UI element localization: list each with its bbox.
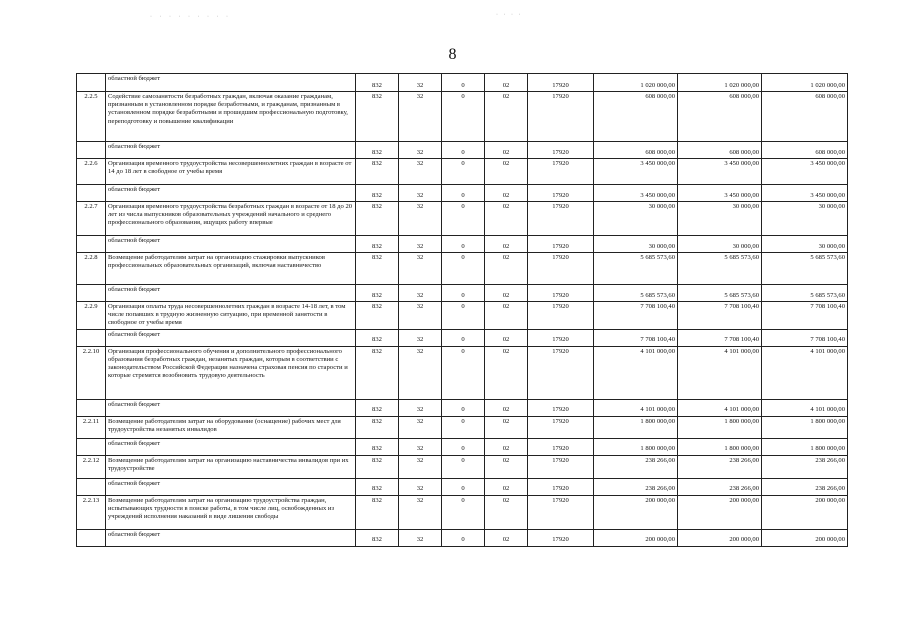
table-row-budget [77, 74, 848, 92]
code-column-3-cell: 0 [442, 142, 485, 159]
item-description-cell: областной бюджет [106, 529, 356, 546]
item-code-cell [77, 529, 106, 546]
budget-table [76, 73, 848, 547]
amount-year-2-cell: 4 101 000,00 [678, 399, 762, 416]
code-column-1-cell: 832 [356, 478, 399, 495]
amount-year-1-cell: 30 000,00 [594, 236, 678, 253]
code-column-5-cell: 17920 [528, 185, 594, 202]
amount-year-2-cell: 1 800 000,00 [678, 416, 762, 438]
code-column-2-cell: 32 [399, 478, 442, 495]
table-row-item [77, 253, 848, 285]
amount-year-3-cell: 1 800 000,00 [762, 438, 848, 455]
item-code-cell [77, 478, 106, 495]
code-column-3-cell: 0 [442, 495, 485, 529]
amount-year-3-cell: 1 800 000,00 [762, 416, 848, 438]
code-column-5-cell: 17920 [528, 329, 594, 346]
code-column-3-cell: 0 [442, 416, 485, 438]
item-description-cell: Содействие самозанятости безработных граждан, включая оказание гражданам, признанным в установленном порядке безработными, и гражданам, признанным в установленном порядке безработными и прошедшим профессиональную подготовку, переподготовку и повышение квалификации [106, 92, 356, 142]
amount-year-1-cell: 3 450 000,00 [594, 159, 678, 185]
amount-year-2-cell: 3 450 000,00 [678, 159, 762, 185]
code-column-4-cell: 02 [485, 346, 528, 399]
item-code-cell: 2.2.6 [77, 159, 106, 185]
item-description-cell: Организация профессионального обучения и дополнительного профессионального образования безработных граждан, незанятых граждан, которым в соответствии с законодательством Российской Федерации назначена страховая пенсия по старости и которые стремятся возобновить трудовую деятельность [106, 346, 356, 399]
item-code-cell [77, 285, 106, 302]
code-column-2-cell: 32 [399, 495, 442, 529]
item-description-cell: Организация оплаты труда несовершеннолетних граждан в возрасте 14-18 лет, в том числе попавших в трудную жизненную ситуацию, при временной занятости в свободное от учебы время [106, 302, 356, 330]
code-column-3-cell: 0 [442, 202, 485, 236]
code-column-4-cell: 02 [485, 142, 528, 159]
amount-year-3-cell: 3 450 000,00 [762, 185, 848, 202]
code-column-5-cell: 17920 [528, 285, 594, 302]
code-column-1-cell: 832 [356, 285, 399, 302]
code-column-2-cell: 32 [399, 185, 442, 202]
code-column-1-cell: 832 [356, 399, 399, 416]
code-column-1-cell: 832 [356, 346, 399, 399]
code-column-4-cell: 02 [485, 159, 528, 185]
code-column-2-cell: 32 [399, 159, 442, 185]
amount-year-3-cell: 5 685 573,60 [762, 285, 848, 302]
amount-year-2-cell: 200 000,00 [678, 529, 762, 546]
code-column-5-cell: 17920 [528, 399, 594, 416]
amount-year-1-cell: 7 708 100,40 [594, 329, 678, 346]
scan-speck-marks: · · · · [496, 12, 523, 18]
code-column-1-cell: 832 [356, 236, 399, 253]
amount-year-2-cell: 5 685 573,60 [678, 253, 762, 285]
code-column-5-cell: 17920 [528, 92, 594, 142]
item-description-cell: областной бюджет [106, 329, 356, 346]
code-column-1-cell: 832 [356, 253, 399, 285]
code-column-4-cell: 02 [485, 478, 528, 495]
table-row-item [77, 159, 848, 185]
code-column-2-cell: 32 [399, 202, 442, 236]
amount-year-1-cell: 1 020 000,00 [594, 74, 678, 92]
table-row-budget [77, 185, 848, 202]
code-column-4-cell: 02 [485, 455, 528, 478]
code-column-4-cell: 02 [485, 495, 528, 529]
code-column-4-cell: 02 [485, 236, 528, 253]
item-code-cell: 2.2.8 [77, 253, 106, 285]
amount-year-1-cell: 5 685 573,60 [594, 253, 678, 285]
amount-year-3-cell: 200 000,00 [762, 495, 848, 529]
item-description-cell: областной бюджет [106, 185, 356, 202]
amount-year-1-cell: 4 101 000,00 [594, 346, 678, 399]
code-column-1-cell: 832 [356, 302, 399, 330]
amount-year-2-cell: 7 708 100,40 [678, 302, 762, 330]
amount-year-3-cell: 7 708 100,40 [762, 329, 848, 346]
code-column-3-cell: 0 [442, 399, 485, 416]
code-column-5-cell: 17920 [528, 159, 594, 185]
amount-year-2-cell: 238 266,00 [678, 455, 762, 478]
code-column-5-cell: 17920 [528, 302, 594, 330]
amount-year-3-cell: 4 101 000,00 [762, 399, 848, 416]
amount-year-3-cell: 3 450 000,00 [762, 159, 848, 185]
code-column-1-cell: 832 [356, 142, 399, 159]
code-column-3-cell: 0 [442, 478, 485, 495]
amount-year-3-cell: 608 000,00 [762, 92, 848, 142]
amount-year-1-cell: 608 000,00 [594, 92, 678, 142]
code-column-2-cell: 32 [399, 142, 442, 159]
amount-year-1-cell: 238 266,00 [594, 478, 678, 495]
amount-year-2-cell: 608 000,00 [678, 142, 762, 159]
code-column-1-cell: 832 [356, 185, 399, 202]
amount-year-3-cell: 238 266,00 [762, 455, 848, 478]
amount-year-1-cell: 4 101 000,00 [594, 399, 678, 416]
amount-year-2-cell: 5 685 573,60 [678, 285, 762, 302]
code-column-2-cell: 32 [399, 438, 442, 455]
code-column-5-cell: 17920 [528, 438, 594, 455]
amount-year-1-cell: 1 800 000,00 [594, 438, 678, 455]
amount-year-1-cell: 200 000,00 [594, 529, 678, 546]
amount-year-1-cell: 3 450 000,00 [594, 185, 678, 202]
code-column-2-cell: 32 [399, 329, 442, 346]
amount-year-2-cell: 4 101 000,00 [678, 346, 762, 399]
code-column-4-cell: 02 [485, 185, 528, 202]
item-code-cell: 2.2.13 [77, 495, 106, 529]
code-column-3-cell: 0 [442, 185, 485, 202]
code-column-2-cell: 32 [399, 236, 442, 253]
code-column-5-cell: 17920 [528, 495, 594, 529]
code-column-2-cell: 32 [399, 253, 442, 285]
item-description-cell: областной бюджет [106, 478, 356, 495]
amount-year-2-cell: 238 266,00 [678, 478, 762, 495]
code-column-5-cell: 17920 [528, 253, 594, 285]
amount-year-3-cell: 30 000,00 [762, 202, 848, 236]
table-row-item [77, 92, 848, 142]
code-column-4-cell: 02 [485, 253, 528, 285]
item-code-cell [77, 185, 106, 202]
code-column-3-cell: 0 [442, 455, 485, 478]
scan-speck-marks: · · · · · · · · · [150, 14, 231, 20]
item-code-cell: 2.2.7 [77, 202, 106, 236]
code-column-4-cell: 02 [485, 529, 528, 546]
item-code-cell: 2.2.11 [77, 416, 106, 438]
item-code-cell [77, 236, 106, 253]
item-code-cell [77, 142, 106, 159]
table-body [77, 74, 848, 547]
amount-year-1-cell: 30 000,00 [594, 202, 678, 236]
code-column-4-cell: 02 [485, 302, 528, 330]
item-description-cell: областной бюджет [106, 74, 356, 92]
item-description-cell: областной бюджет [106, 236, 356, 253]
amount-year-3-cell: 5 685 573,60 [762, 253, 848, 285]
table-row-budget [77, 142, 848, 159]
amount-year-2-cell: 608 000,00 [678, 92, 762, 142]
code-column-4-cell: 02 [485, 329, 528, 346]
code-column-4-cell: 02 [485, 92, 528, 142]
code-column-5-cell: 17920 [528, 74, 594, 92]
amount-year-3-cell: 4 101 000,00 [762, 346, 848, 399]
amount-year-2-cell: 3 450 000,00 [678, 185, 762, 202]
amount-year-1-cell: 238 266,00 [594, 455, 678, 478]
amount-year-1-cell: 5 685 573,60 [594, 285, 678, 302]
table-row-item [77, 202, 848, 236]
table-row-item [77, 455, 848, 478]
code-column-2-cell: 32 [399, 74, 442, 92]
code-column-5-cell: 17920 [528, 478, 594, 495]
code-column-3-cell: 0 [442, 74, 485, 92]
item-description-cell: областной бюджет [106, 285, 356, 302]
item-description-cell: Возмещение работодателям затрат на организацию трудоустройства граждан, испытывающих трудности в поиске работы, в том числе лиц, освобожденных из учреждений исполнения наказаний в виде лишения свободы [106, 495, 356, 529]
item-description-cell: Возмещение работодателям затрат на оборудование (оснащение) рабочих мест для трудоустройства незанятых инвалидов [106, 416, 356, 438]
amount-year-1-cell: 7 708 100,40 [594, 302, 678, 330]
code-column-4-cell: 02 [485, 416, 528, 438]
amount-year-2-cell: 30 000,00 [678, 236, 762, 253]
code-column-3-cell: 0 [442, 302, 485, 330]
code-column-4-cell: 02 [485, 438, 528, 455]
code-column-5-cell: 17920 [528, 142, 594, 159]
item-description-cell: Организация временного трудоустройства несовершеннолетних граждан в возрасте от 14 до 18 лет в свободное от учебы время [106, 159, 356, 185]
table-row-budget [77, 329, 848, 346]
code-column-1-cell: 832 [356, 438, 399, 455]
amount-year-3-cell: 238 266,00 [762, 478, 848, 495]
code-column-5-cell: 17920 [528, 236, 594, 253]
item-code-cell [77, 399, 106, 416]
amount-year-1-cell: 200 000,00 [594, 495, 678, 529]
code-column-2-cell: 32 [399, 416, 442, 438]
code-column-3-cell: 0 [442, 253, 485, 285]
table-row-budget [77, 438, 848, 455]
code-column-5-cell: 17920 [528, 416, 594, 438]
table-row-item [77, 302, 848, 330]
table-row-budget [77, 478, 848, 495]
amount-year-2-cell: 1 800 000,00 [678, 438, 762, 455]
code-column-2-cell: 32 [399, 399, 442, 416]
amount-year-1-cell: 1 800 000,00 [594, 416, 678, 438]
amount-year-1-cell: 608 000,00 [594, 142, 678, 159]
code-column-4-cell: 02 [485, 285, 528, 302]
amount-year-3-cell: 1 020 000,00 [762, 74, 848, 92]
code-column-3-cell: 0 [442, 159, 485, 185]
table-row-item [77, 495, 848, 529]
amount-year-2-cell: 7 708 100,40 [678, 329, 762, 346]
code-column-1-cell: 832 [356, 74, 399, 92]
item-description-cell: областной бюджет [106, 142, 356, 159]
code-column-3-cell: 0 [442, 329, 485, 346]
amount-year-3-cell: 200 000,00 [762, 529, 848, 546]
code-column-2-cell: 32 [399, 92, 442, 142]
item-code-cell [77, 438, 106, 455]
code-column-5-cell: 17920 [528, 346, 594, 399]
code-column-3-cell: 0 [442, 285, 485, 302]
item-code-cell: 2.2.9 [77, 302, 106, 330]
item-description-cell: Возмещение работодателям затрат на организацию наставничества инвалидов при их трудоустройстве [106, 455, 356, 478]
item-code-cell: 2.2.12 [77, 455, 106, 478]
amount-year-2-cell: 200 000,00 [678, 495, 762, 529]
item-description-cell: областной бюджет [106, 438, 356, 455]
code-column-5-cell: 17920 [528, 455, 594, 478]
item-description-cell: Возмещение работодателям затрат на организацию стажировки выпускников профессиональных образовательных организаций, включая наставничество [106, 253, 356, 285]
item-code-cell [77, 329, 106, 346]
code-column-2-cell: 32 [399, 346, 442, 399]
code-column-2-cell: 32 [399, 529, 442, 546]
code-column-3-cell: 0 [442, 529, 485, 546]
table-row-budget [77, 285, 848, 302]
code-column-5-cell: 17920 [528, 202, 594, 236]
table-row-item [77, 346, 848, 399]
code-column-1-cell: 832 [356, 202, 399, 236]
table-row-budget [77, 399, 848, 416]
table-row-item [77, 416, 848, 438]
code-column-4-cell: 02 [485, 202, 528, 236]
code-column-5-cell: 17920 [528, 529, 594, 546]
code-column-3-cell: 0 [442, 438, 485, 455]
code-column-1-cell: 832 [356, 529, 399, 546]
code-column-2-cell: 32 [399, 285, 442, 302]
page-number: 8 [448, 46, 457, 63]
code-column-1-cell: 832 [356, 416, 399, 438]
code-column-1-cell: 832 [356, 92, 399, 142]
item-code-cell [77, 74, 106, 92]
code-column-1-cell: 832 [356, 455, 399, 478]
amount-year-2-cell: 1 020 000,00 [678, 74, 762, 92]
code-column-4-cell: 02 [485, 74, 528, 92]
amount-year-3-cell: 30 000,00 [762, 236, 848, 253]
amount-year-3-cell: 7 708 100,40 [762, 302, 848, 330]
code-column-3-cell: 0 [442, 346, 485, 399]
item-description-cell: Организация временного трудоустройства безработных граждан в возрасте от 18 до 20 лет из числа выпускников образовательных учреждений начального и среднего профессионального образования, ищущих работу впервые [106, 202, 356, 236]
code-column-2-cell: 32 [399, 302, 442, 330]
code-column-1-cell: 832 [356, 329, 399, 346]
code-column-2-cell: 32 [399, 455, 442, 478]
table-row-budget [77, 236, 848, 253]
amount-year-2-cell: 30 000,00 [678, 202, 762, 236]
item-code-cell: 2.2.10 [77, 346, 106, 399]
table-row-budget [77, 529, 848, 546]
code-column-1-cell: 832 [356, 495, 399, 529]
code-column-4-cell: 02 [485, 399, 528, 416]
code-column-3-cell: 0 [442, 92, 485, 142]
code-column-3-cell: 0 [442, 236, 485, 253]
item-description-cell: областной бюджет [106, 399, 356, 416]
item-code-cell: 2.2.5 [77, 92, 106, 142]
amount-year-3-cell: 608 000,00 [762, 142, 848, 159]
code-column-1-cell: 832 [356, 159, 399, 185]
